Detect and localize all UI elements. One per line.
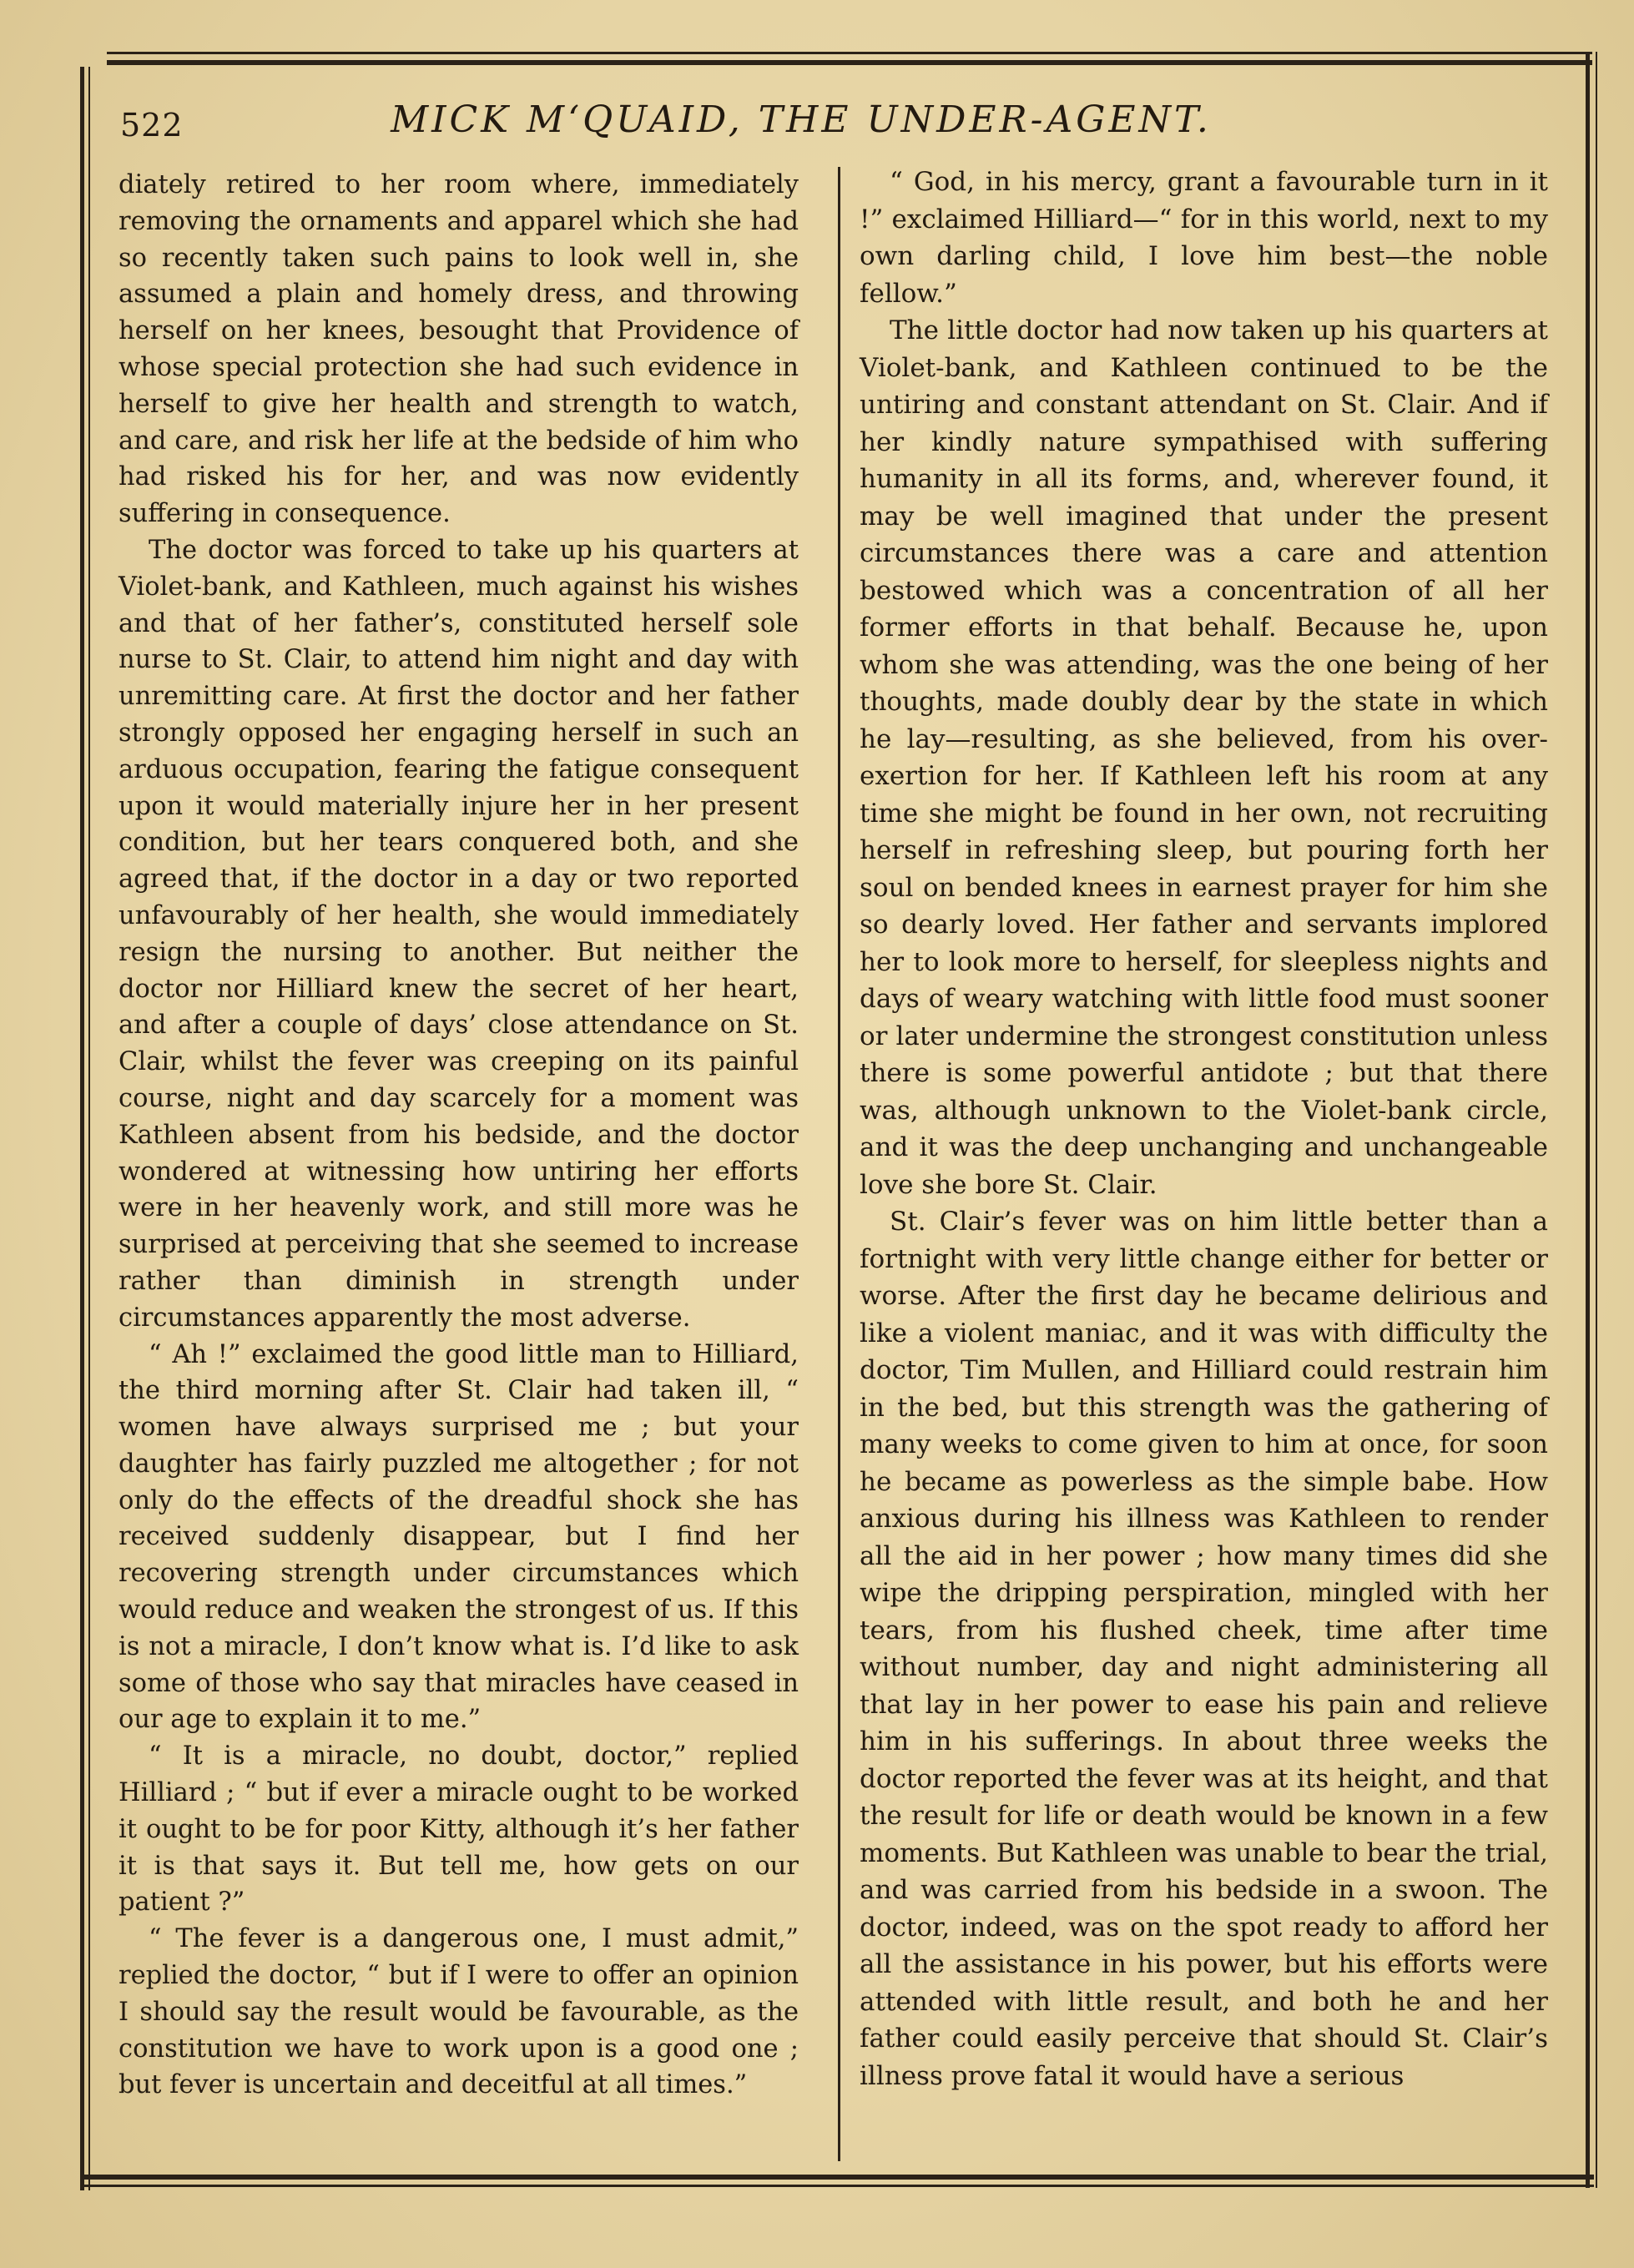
paragraph: “ God, in his mercy, grant a favourable turn in it !” exclaimed Hilliard—“ for in this world, next to my own darling child, I love him best—the noble fellow.”	[860, 167, 1548, 309]
right-rule-thick	[1586, 52, 1590, 2188]
paragraph: St. Clair’s fever was on him little better than a fortnight with very little change either for better or worse. After the first day he became delirious and like a violent maniac, and it was with difficulty the doctor, Tim Mullen, and Hilliard could restrain him in the bed, but this strength was the gathering of many weeks to come given to him at once, for soon he became as powerless as the simple babe. How anxious during his illness was Kathleen to render all the aid in her power ; how many times did she wipe the dripping perspiration, mingled with her tears, from his flushed cheek, time after time without number, day and night administering all that lay in her power to ease his pain and relieve him in his sufferings. In about three weeks the doctor reported the fever was at its height, and that the result for life or death would be known in a few moments. But Kathleen was unable to bear the trial, and was carried from his bedside in a swoon. The doctor, indeed, was on the spot ready to afford her all the assistance in his power, but his efforts were attended with little result, and both he and her father could easily perceive that should St. Clair’s illness prove fatal it would have a serious	[860, 1207, 1548, 2091]
column-divider	[838, 167, 840, 2161]
left-rule-thin	[88, 67, 90, 2190]
paragraph: “ The fever is a dangerous one, I must admit,” replied the doctor, “ but if I were to offer an opinion I should say the result would be favourable, as the constitution we have to work upon is a good one ; but fever is uncertain and deceitful at all times.”	[119, 1924, 799, 2100]
top-rule-thick	[107, 60, 1592, 65]
top-rule-thin	[107, 52, 1592, 54]
paragraph: “ It is a miracle, no doubt, doctor,” replied Hilliard ; “ but if ever a miracle ought to be worked it ought to be for poor Kitty, although it’s her father it is that says it. But tell me, how gets on our patient ?”	[119, 1741, 799, 1918]
left-rule-thick	[80, 67, 84, 2190]
paragraph: The little doctor had now taken up his quarters at Violet-bank, and Kathleen continued to be the untiring and constant attendant on St. Clair. And if her kindly nature sympathised with suffering humanity in all its forms, and, wherever found, it may be well imagined that under the present circumstances there was a care and attention bestowed which was a concentration of all her former efforts in that behalf. Because he, upon whom she was attending, was the one being of her thoughts, made doubly dear by the state in which he lay—resulting, as she believed, from his over-exertion for her. If Kathleen left his room at any time she might be found in her own, not recruiting herself in refreshing sleep, but pouring forth her soul on bended knees in earnest prayer for him she so dearly loved. Her father and servants implored her to look more to herself, for sleepless nights and days of weary watching with little food must sooner or later undermine the strongest constitution unless there is some powerful antidote ; but that there was, although unknown to the Violet-bank circle, and it was the deep unchanging and unchangeable love she bore St. Clair.	[860, 315, 1548, 1200]
paragraph: diately retired to her room where, immediately removing the ornaments and apparel which she had so recently taken such pains to look well in, she assumed a plain and homely dress, and throwing herself on her knees, besought that Providence of whose special protection she had such evidence in herself to give her health and strength to watch, and care, and risk her life at the bedside of him who had risked his for her, and was now evidently suffering in consequence.	[119, 170, 799, 529]
page-number: 522	[120, 107, 184, 144]
page-header	[108, 98, 1577, 150]
bottom-rule-thick	[83, 2175, 1594, 2180]
right-column	[860, 164, 1548, 2094]
running-head: MICK M‘QUAID, THE UNDER-AGENT.	[391, 98, 1212, 141]
right-rule-thin	[1596, 52, 1597, 2188]
paragraph: The doctor was forced to take up his quarters at Violet-bank, and Kathleen, much against his wishes and that of her father’s, constituted herself sole nurse to St. Clair, to attend him night and day with unremitting care. At first the doctor and her father strongly opposed her engaging herself in such an arduous occupation, fearing the fatigue consequent upon it would materially injure her in her present condition, but her tears conquered both, and she agreed that, if the doctor in a day or two reported unfavourably of her health, she would immediately resign the nursing to another. But neither the doctor nor Hilliard knew the secret of her heart, and after a couple of days’ close attendance on St. Clair, whilst the fever was creeping on its painful course, night and day scarcely for a moment was Kathleen absent from his bedside, and the doctor wondered at witnessing how untiring her efforts were in her heavenly work, and still more was he surprised at perceiving that she seemed to increase rather than diminish in strength under circumstances apparently the most adverse.	[119, 535, 799, 1333]
left-column	[119, 167, 799, 2104]
bottom-rule-thin	[83, 2185, 1594, 2187]
paragraph: “ Ah !” exclaimed the good little man to Hilliard, the third morning after St. Clair had taken ill, “ women have always surprised me ; but your daughter has fairly puzzled me altogether ; for not only do the effects of the dreadful shock she has received suddenly disappear, but I find her recovering strength under circumstances which would reduce and weaken the strongest of us. If this is not a miracle, I don’t know what is. I’d like to ask some of those who say that miracles have ceased in our age to explain it to me.”	[119, 1339, 799, 1735]
